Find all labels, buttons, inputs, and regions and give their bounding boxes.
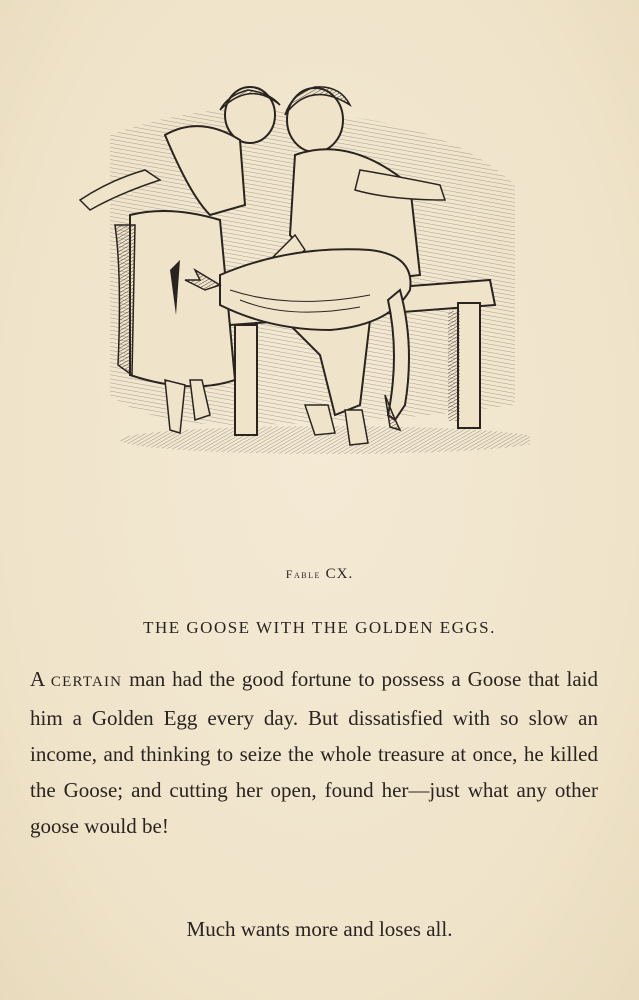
fable-number [0,566,639,583]
fable-number-value: CX. [325,566,354,582]
woodcut-illustration [70,75,530,465]
fable-number-prefix: Fable [285,567,321,581]
fable-body [30,661,598,844]
fable-body-text: man had the good fortune to possess a Goose that laid him a Golden Egg every day. But dissatisfied with so slow an income, and thinking to seize the whole treasure at once, he killed the Goose; and cutting her open, found her—just what any other goose would be! [30,667,599,838]
fable-moral: Much wants more and loses all. [186,917,453,941]
fable-title: THE GOOSE WITH THE GOLDEN EGGS. [143,618,496,637]
fable-opening-word: A [30,667,45,691]
fable-opening-smallcaps: CERTAIN [50,674,123,690]
